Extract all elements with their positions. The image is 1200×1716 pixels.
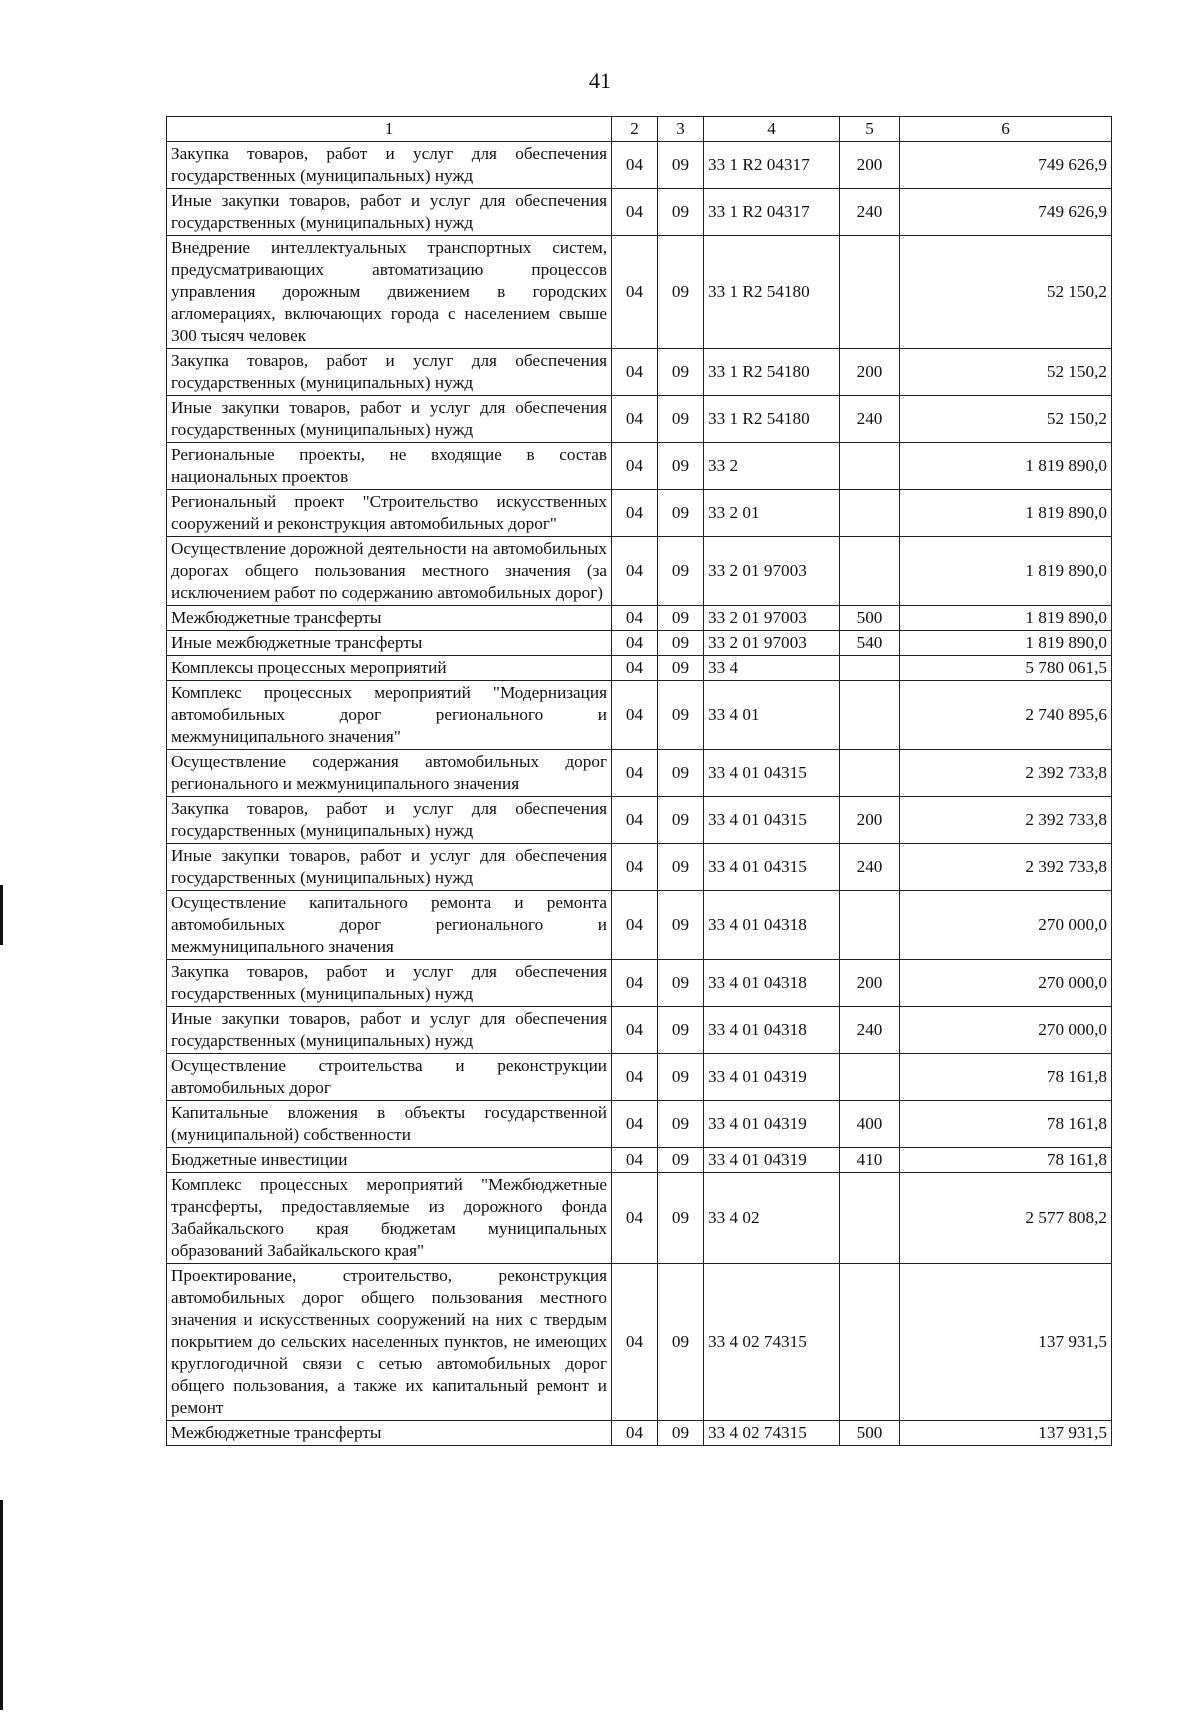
target-article-cell: 33 4 (704, 656, 840, 681)
row-name-cell: Комплекс процессных мероприятий "Межбюджетные трансферты, предоставляемые из дорожного фонда Забайкальского края бюджетам муниципальных образований Забайкальского края" (167, 1173, 612, 1264)
section-code-cell: 04 (612, 490, 658, 537)
scan-edge-line (0, 885, 3, 945)
table-row (167, 1148, 1112, 1173)
expense-type-cell: 500 (840, 606, 900, 631)
table-row (167, 1101, 1112, 1148)
subsection-code-cell: 09 (658, 1264, 704, 1421)
amount-cell: 2 577 808,2 (900, 1173, 1112, 1264)
table-row (167, 681, 1112, 750)
table-row (167, 537, 1112, 606)
table-row (167, 189, 1112, 236)
table-row (167, 349, 1112, 396)
table-header (167, 117, 1112, 142)
subsection-code-cell: 09 (658, 656, 704, 681)
expense-type-cell (840, 681, 900, 750)
subsection-code-cell: 09 (658, 396, 704, 443)
amount-cell: 2 392 733,8 (900, 797, 1112, 844)
amount-cell: 270 000,0 (900, 1007, 1112, 1054)
section-code-cell: 04 (612, 891, 658, 960)
expense-type-cell: 200 (840, 797, 900, 844)
row-name-cell: Бюджетные инвестиции (167, 1148, 612, 1173)
expense-type-cell (840, 443, 900, 490)
amount-cell: 78 161,8 (900, 1101, 1112, 1148)
target-article-cell: 33 4 01 04318 (704, 1007, 840, 1054)
target-article-cell: 33 2 01 97003 (704, 606, 840, 631)
table-row (167, 443, 1112, 490)
target-article-cell: 33 1 R2 04317 (704, 189, 840, 236)
section-code-cell: 04 (612, 606, 658, 631)
amount-cell: 749 626,9 (900, 142, 1112, 189)
target-article-cell: 33 1 R2 54180 (704, 349, 840, 396)
expense-type-cell: 400 (840, 1101, 900, 1148)
scan-edge-line (0, 1500, 3, 1710)
row-name-cell: Закупка товаров, работ и услуг для обеспечения государственных (муниципальных) нужд (167, 960, 612, 1007)
row-name-cell: Межбюджетные трансферты (167, 1421, 612, 1446)
target-article-cell: 33 2 01 97003 (704, 537, 840, 606)
amount-cell: 270 000,0 (900, 960, 1112, 1007)
target-article-cell: 33 1 R2 54180 (704, 396, 840, 443)
column-header-4: 4 (704, 117, 840, 142)
table-row (167, 1007, 1112, 1054)
expense-type-cell (840, 1054, 900, 1101)
header-row (167, 117, 1112, 142)
section-code-cell: 04 (612, 396, 658, 443)
target-article-cell: 33 1 R2 54180 (704, 236, 840, 349)
amount-cell: 1 819 890,0 (900, 537, 1112, 606)
subsection-code-cell: 09 (658, 443, 704, 490)
subsection-code-cell: 09 (658, 681, 704, 750)
table-row (167, 656, 1112, 681)
table-body (167, 142, 1112, 1446)
subsection-code-cell: 09 (658, 142, 704, 189)
row-name-cell: Закупка товаров, работ и услуг для обеспечения государственных (муниципальных) нужд (167, 142, 612, 189)
subsection-code-cell: 09 (658, 1007, 704, 1054)
table-row (167, 606, 1112, 631)
row-name-cell: Закупка товаров, работ и услуг для обеспечения государственных (муниципальных) нужд (167, 349, 612, 396)
row-name-cell: Региональные проекты, не входящие в состав национальных проектов (167, 443, 612, 490)
subsection-code-cell: 09 (658, 189, 704, 236)
table-row (167, 960, 1112, 1007)
amount-cell: 78 161,8 (900, 1148, 1112, 1173)
amount-cell: 137 931,5 (900, 1264, 1112, 1421)
row-name-cell: Комплекс процессных мероприятий "Модернизация автомобильных дорог регионального и межмуниципального значения" (167, 681, 612, 750)
expense-type-cell (840, 891, 900, 960)
section-code-cell: 04 (612, 1007, 658, 1054)
expense-type-cell: 200 (840, 349, 900, 396)
row-name-cell: Осуществление содержания автомобильных дорог регионального и межмуниципального значения (167, 750, 612, 797)
section-code-cell: 04 (612, 1054, 658, 1101)
amount-cell: 1 819 890,0 (900, 443, 1112, 490)
table-row (167, 631, 1112, 656)
table-row (167, 1054, 1112, 1101)
target-article-cell: 33 4 01 04318 (704, 891, 840, 960)
expense-type-cell (840, 656, 900, 681)
section-code-cell: 04 (612, 443, 658, 490)
amount-cell: 1 819 890,0 (900, 490, 1112, 537)
table-row (167, 142, 1112, 189)
expense-type-cell (840, 1264, 900, 1421)
section-code-cell: 04 (612, 960, 658, 1007)
row-name-cell: Межбюджетные трансферты (167, 606, 612, 631)
target-article-cell: 33 4 01 (704, 681, 840, 750)
table-row (167, 750, 1112, 797)
row-name-cell: Проектирование, строительство, реконструкция автомобильных дорог общего пользования местного значения и искусственных сооружений на них с твердым покрытием до сельских населенных пунктов, не имеющих круглогодичной связи с сетью автомобильных дорог общего пользования, а также их капитальный ремонт и ремонт (167, 1264, 612, 1421)
expense-type-cell: 200 (840, 960, 900, 1007)
row-name-cell: Закупка товаров, работ и услуг для обеспечения государственных (муниципальных) нужд (167, 797, 612, 844)
table-row (167, 1421, 1112, 1446)
row-name-cell: Осуществление капитального ремонта и ремонта автомобильных дорог регионального и межмуниципального значения (167, 891, 612, 960)
amount-cell: 5 780 061,5 (900, 656, 1112, 681)
section-code-cell: 04 (612, 681, 658, 750)
target-article-cell: 33 2 (704, 443, 840, 490)
section-code-cell: 04 (612, 631, 658, 656)
row-name-cell: Комплексы процессных мероприятий (167, 656, 612, 681)
row-name-cell: Капитальные вложения в объекты государственной (муниципальной) собственности (167, 1101, 612, 1148)
column-header-1: 1 (167, 117, 612, 142)
target-article-cell: 33 4 01 04319 (704, 1148, 840, 1173)
section-code-cell: 04 (612, 797, 658, 844)
expense-type-cell (840, 750, 900, 797)
subsection-code-cell: 09 (658, 844, 704, 891)
table-row (167, 797, 1112, 844)
section-code-cell: 04 (612, 1101, 658, 1148)
target-article-cell: 33 2 01 97003 (704, 631, 840, 656)
subsection-code-cell: 09 (658, 490, 704, 537)
row-name-cell: Осуществление строительства и реконструкции автомобильных дорог (167, 1054, 612, 1101)
subsection-code-cell: 09 (658, 236, 704, 349)
amount-cell: 2 740 895,6 (900, 681, 1112, 750)
amount-cell: 270 000,0 (900, 891, 1112, 960)
subsection-code-cell: 09 (658, 1421, 704, 1446)
expense-type-cell: 200 (840, 142, 900, 189)
section-code-cell: 04 (612, 537, 658, 606)
expense-type-cell: 410 (840, 1148, 900, 1173)
section-code-cell: 04 (612, 656, 658, 681)
target-article-cell: 33 4 01 04319 (704, 1101, 840, 1148)
amount-cell: 749 626,9 (900, 189, 1112, 236)
subsection-code-cell: 09 (658, 960, 704, 1007)
target-article-cell: 33 4 01 04318 (704, 960, 840, 1007)
subsection-code-cell: 09 (658, 631, 704, 656)
subsection-code-cell: 09 (658, 606, 704, 631)
subsection-code-cell: 09 (658, 750, 704, 797)
target-article-cell: 33 4 02 (704, 1173, 840, 1264)
row-name-cell: Осуществление дорожной деятельности на автомобильных дорогах общего пользования местного значения (за исключением работ по содержанию автомобильных дорог) (167, 537, 612, 606)
table-row (167, 490, 1112, 537)
amount-cell: 2 392 733,8 (900, 750, 1112, 797)
row-name-cell: Иные закупки товаров, работ и услуг для обеспечения государственных (муниципальных) нужд (167, 189, 612, 236)
expense-type-cell: 500 (840, 1421, 900, 1446)
expense-type-cell (840, 236, 900, 349)
target-article-cell: 33 4 02 74315 (704, 1421, 840, 1446)
row-name-cell: Региональный проект "Строительство искусственных сооружений и реконструкция автомобильных дорог" (167, 490, 612, 537)
section-code-cell: 04 (612, 1421, 658, 1446)
amount-cell: 52 150,2 (900, 236, 1112, 349)
target-article-cell: 33 4 01 04315 (704, 844, 840, 891)
amount-cell: 52 150,2 (900, 349, 1112, 396)
table-row (167, 891, 1112, 960)
column-header-6: 6 (900, 117, 1112, 142)
amount-cell: 78 161,8 (900, 1054, 1112, 1101)
amount-cell: 1 819 890,0 (900, 606, 1112, 631)
section-code-cell: 04 (612, 189, 658, 236)
subsection-code-cell: 09 (658, 1148, 704, 1173)
target-article-cell: 33 4 01 04315 (704, 750, 840, 797)
row-name-cell: Иные межбюджетные трансферты (167, 631, 612, 656)
column-header-5: 5 (840, 117, 900, 142)
target-article-cell: 33 4 01 04319 (704, 1054, 840, 1101)
section-code-cell: 04 (612, 1173, 658, 1264)
section-code-cell: 04 (612, 349, 658, 396)
target-article-cell: 33 4 02 74315 (704, 1264, 840, 1421)
subsection-code-cell: 09 (658, 797, 704, 844)
page-number: 41 (589, 68, 611, 93)
row-name-cell: Иные закупки товаров, работ и услуг для обеспечения государственных (муниципальных) нужд (167, 1007, 612, 1054)
amount-cell: 1 819 890,0 (900, 631, 1112, 656)
section-code-cell: 04 (612, 844, 658, 891)
expense-type-cell: 240 (840, 396, 900, 443)
budget-table (166, 116, 1112, 1446)
expense-type-cell (840, 1173, 900, 1264)
row-name-cell: Внедрение интеллектуальных транспортных систем, предусматривающих автоматизацию процессов управления дорожным движением в городских агломерациях, включающих города с населением свыше 300 тысяч человек (167, 236, 612, 349)
expense-type-cell: 240 (840, 189, 900, 236)
subsection-code-cell: 09 (658, 891, 704, 960)
section-code-cell: 04 (612, 1148, 658, 1173)
subsection-code-cell: 09 (658, 1054, 704, 1101)
table-row (167, 1264, 1112, 1421)
table-row (167, 1173, 1112, 1264)
amount-cell: 52 150,2 (900, 396, 1112, 443)
expense-type-cell (840, 537, 900, 606)
target-article-cell: 33 2 01 (704, 490, 840, 537)
subsection-code-cell: 09 (658, 537, 704, 606)
row-name-cell: Иные закупки товаров, работ и услуг для обеспечения государственных (муниципальных) нужд (167, 844, 612, 891)
expense-type-cell (840, 490, 900, 537)
column-header-3: 3 (658, 117, 704, 142)
subsection-code-cell: 09 (658, 349, 704, 396)
target-article-cell: 33 1 R2 04317 (704, 142, 840, 189)
section-code-cell: 04 (612, 750, 658, 797)
section-code-cell: 04 (612, 236, 658, 349)
expense-type-cell: 240 (840, 1007, 900, 1054)
section-code-cell: 04 (612, 1264, 658, 1421)
column-header-2: 2 (612, 117, 658, 142)
expense-type-cell: 540 (840, 631, 900, 656)
section-code-cell: 04 (612, 142, 658, 189)
subsection-code-cell: 09 (658, 1173, 704, 1264)
expense-type-cell: 240 (840, 844, 900, 891)
amount-cell: 137 931,5 (900, 1421, 1112, 1446)
row-name-cell: Иные закупки товаров, работ и услуг для обеспечения государственных (муниципальных) нужд (167, 396, 612, 443)
table-row (167, 396, 1112, 443)
table-row (167, 844, 1112, 891)
table-row (167, 236, 1112, 349)
target-article-cell: 33 4 01 04315 (704, 797, 840, 844)
amount-cell: 2 392 733,8 (900, 844, 1112, 891)
subsection-code-cell: 09 (658, 1101, 704, 1148)
